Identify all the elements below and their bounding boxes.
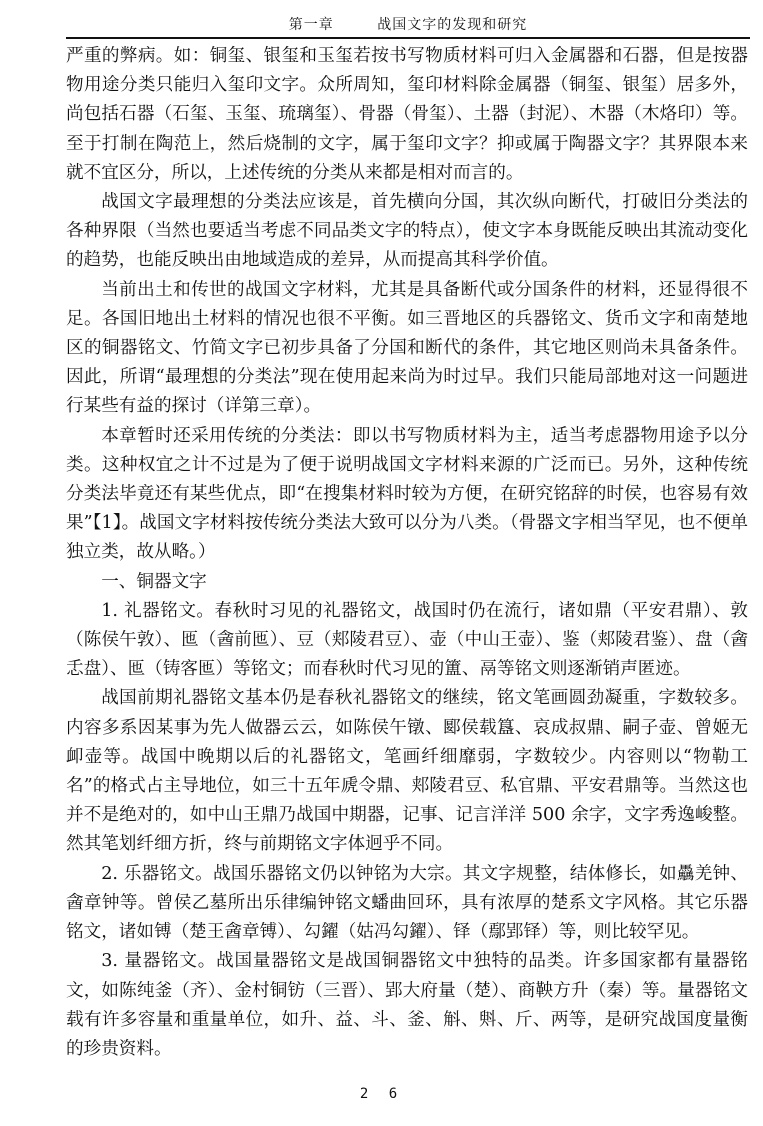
- paragraph-1: 严重的弊病。如：铜玺、银玺和玉玺若按书写物质材料可归入金属器和石器，但是按器物用途分类只能归入玺印文字。众所周知，玺印材料除金属器（铜玺、银玺）居多外，尚包括石器（石玺、玉玺、琉璃玺）、骨器（骨玺）、土器（封泥）、木器（木烙印）等。至于打制在陶范上，然后烧制的文字，属于玺印文字？抑或属于陶器文字？其界限本来就不宜区分，所以，上述传统的分类从来都是相对而言的。: [66, 46, 748, 183]
- paragraph-early-ritual: 战国前期礼器铭文基本仍是春秋礼器铭文的继续，铭文笔画圆劲凝重，字数较多。内容多系因某事为先人做器云云，如陈侯午镦、郾侯载簋、哀成叔鼎、嗣子壶、曾姬无卹壶等。战国中晚期以后的礼器铭文，笔画纤细靡弱，字数较少。内容则以“物勒工名”的格式占主导地位，如三十五年虒令鼎、郏陵君豆、私官鼎、平安君鼎等。当然这也并不是绝对的，如中山王鼎乃战国中期器，记事、记言洋洋 500 余字，文字秀逸峻整。然其笔划纤细方折，终与前期铭文字体迥乎不同。: [66, 688, 748, 855]
- running-header: [68, 14, 748, 34]
- paragraph-4: 本章暂时还采用传统的分类法：即以书写物质材料为主，适当考虑器物用途予以分类。这种权宜之计不过是为了便于说明战国文字材料来源的广泛而已。另外，这种传统分类法毕竟还有某些优点，即“在搜集材料时较为方便，在研究铭辞的时侯，也容易有效果”【1】。战国文字材料按传统分类法大致可以分为八类。（骨器文字相当罕见，也不便单独立类，故从略。）: [66, 425, 748, 563]
- paragraph-ritual-vessels: 1. 礼器铭文。春秋时习见的礼器铭文，战国时仍在流行，诸如鼎（平安君鼎）、敦（陈侯午敦）、匜（酓前匜）、豆（郏陵君豆）、壶（中山王壶）、鉴（郏陵君鉴）、盘（酓忎盘）、匜（铸客匜）等铭文；而春秋时代习见的簠、鬲等铭文则逐渐销声匿迹。: [66, 600, 748, 680]
- chapter-title: 战国文字的发现和研究: [377, 17, 528, 33]
- page-number: 2 6: [359, 1086, 404, 1102]
- paragraph-2: 战国文字最理想的分类法应该是，首先横向分国，其次纵向断代，打破旧分类法的各种界限（当然也要适当考虑不同品类文字的特点），使文字本身既能反映出其流动变化的趋势，也能反映出由地域造成的差异，从而提高其科学价值。: [66, 192, 748, 271]
- chapter-label: 第一章: [288, 17, 334, 33]
- paragraph-measuring-vessels: 3. 量器铭文。战国量器铭文是战国铜器铭文中独特的品类。许多国家都有量器铭文，如陈纯釜（齐）、金村铜钫（三晋）、郢大府量（楚）、商鞅方升（秦）等。量器铭文载有许多容量和重量单位，如升、益、斗、釜、斛、斞、斤、两等，是研究战国度量衡的珍贵资料。: [66, 951, 748, 1059]
- header-rule: [66, 37, 750, 39]
- paragraph-3: 当前出土和传世的战国文字材料，尤其是具备断代或分国条件的材料，还显得很不足。各国旧地出土材料的情况也很不平衡。如三晋地区的兵器铭文、货币文字和南楚地区的铜器铭文、竹简文字已初步具备了分国和断代的条件，其它地区则尚未具备条件。因此，所谓“最理想的分类法”现在使用起来尚为时过早。我们只能局部地对这一问题进行某些有益的探讨（详第三章）。: [66, 279, 748, 417]
- section-heading: 一、铜器文字: [101, 571, 207, 592]
- paragraph-musical-instruments: 2. 乐器铭文。战国乐器铭文仍以钟铭为大宗。其文字规整，结体修长，如驫羌钟、酓章钟等。曾侯乙墓所出乐律编钟铭文蟠曲回环，具有浓厚的楚系文字风格。其它乐器铭文，诸如镈（楚王酓章镈）、勾鑃（姑冯勾鑃）、铎（鄢郢铎）等，则比较罕见。: [66, 863, 748, 943]
- body-text: [66, 42, 748, 1064]
